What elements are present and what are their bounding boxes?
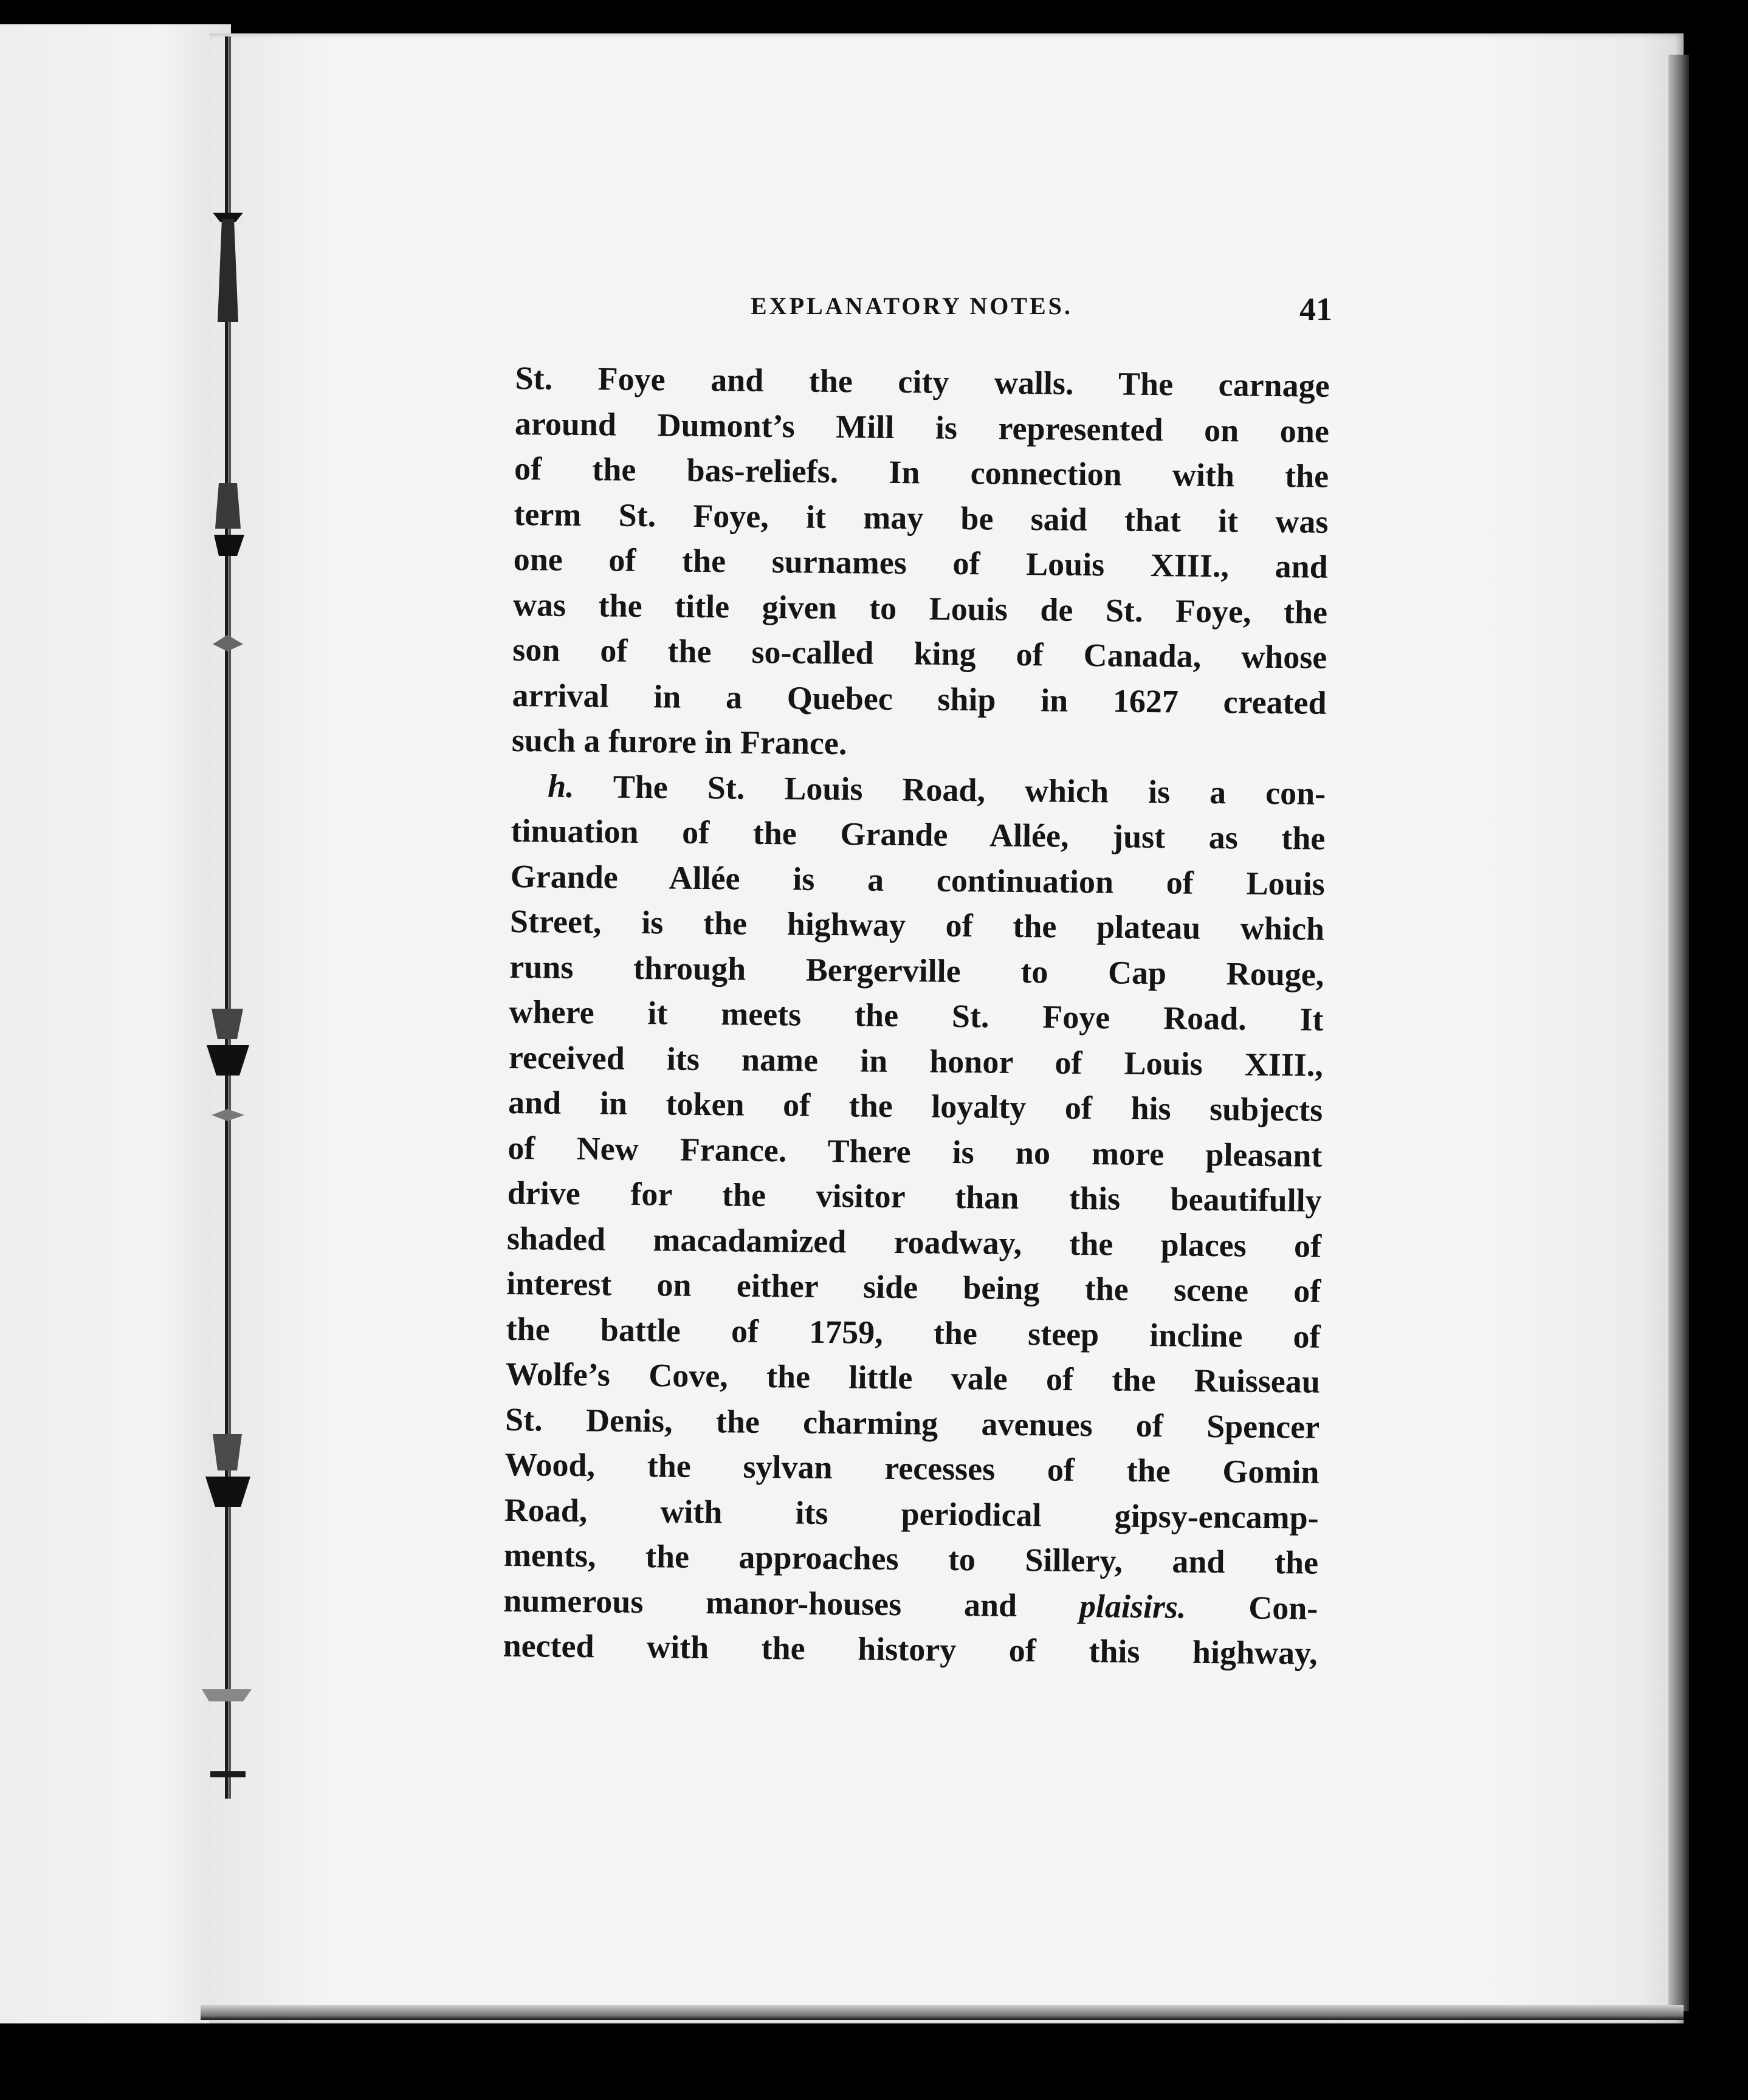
text-line: received its name in honor of Louis XIII.,	[508, 1038, 1324, 1083]
text-line: where it meets the St. Foye Road. It	[509, 993, 1324, 1038]
text-line: son of the so-called king of Canada, whose	[512, 631, 1327, 676]
text-line: the battle of 1759, the steep incline of	[506, 1310, 1321, 1355]
text-line: Street, is the highway of the plateau which	[509, 902, 1325, 947]
text-line: and in token of the loyalty of his subjects	[508, 1083, 1323, 1128]
text-line: Wood, the sylvan recesses of the Gomin	[504, 1446, 1320, 1491]
paragraph-start-line	[511, 763, 1326, 815]
previous-page-edge	[0, 24, 231, 2023]
text-line: around Dumont’s Mill is represented on one	[514, 405, 1330, 450]
text-line: of the bas-reliefs. In connection with the	[514, 450, 1329, 495]
text-line: such a furore in France.	[511, 721, 847, 762]
text-line: Road, with its periodical gipsy-encamp-	[504, 1491, 1319, 1536]
text-line: was the title given to Louis de St. Foye, the	[512, 586, 1328, 631]
text-line: Grande Allée is a continuation of Louis	[510, 857, 1326, 902]
text-line: ments, the approaches to Sillery, and the	[503, 1536, 1319, 1581]
page-bottom-edge-shadow	[201, 2005, 1684, 2020]
text-line: tinuation of the Grande Allée, just as the	[511, 812, 1326, 857]
binding-stitches	[201, 36, 255, 1799]
body-text	[503, 355, 1330, 1676]
text-line: nected with the history of this highway,	[503, 1627, 1318, 1672]
text-line: term St. Foye, it may be said that it was	[514, 495, 1329, 540]
text-line-with-italic	[503, 1577, 1318, 1630]
text-line: runs through Bergerville to Cap Rouge,	[509, 948, 1324, 993]
text-line: one of the surnames of Louis XIII., and	[513, 540, 1329, 585]
page-number: 41	[1299, 291, 1332, 328]
text-line: drive for the visitor than this beautifully	[507, 1174, 1322, 1219]
paragraph-marker: h.	[547, 767, 575, 805]
text-line: interest on either side being the scene of	[506, 1264, 1321, 1309]
text-line: arrival in a Quebec ship in 1627 created	[512, 676, 1327, 721]
text-line-content: numerous manor-houses and	[503, 1582, 1017, 1624]
text-line: Wolfe’s Cove, the little vale of the Ruisseau	[505, 1355, 1321, 1400]
italic-word: plaisirs.	[1079, 1587, 1186, 1625]
text-line: of New France. There is no more pleasant	[508, 1129, 1323, 1174]
text-line: shaded macadamized roadway, the places of	[506, 1220, 1322, 1264]
running-head: EXPLANATORY NOTES.	[751, 292, 1073, 320]
page-right-edge-shadow	[1668, 55, 1689, 2011]
text-line: St. Denis, the charming avenues of Spencer	[504, 1401, 1320, 1446]
text-line-content: The St. Louis Road, which is a con-	[613, 768, 1326, 812]
text-line-content: Con-	[1248, 1589, 1318, 1627]
text-line: St. Foye and the city walls. The carnage	[515, 359, 1330, 404]
